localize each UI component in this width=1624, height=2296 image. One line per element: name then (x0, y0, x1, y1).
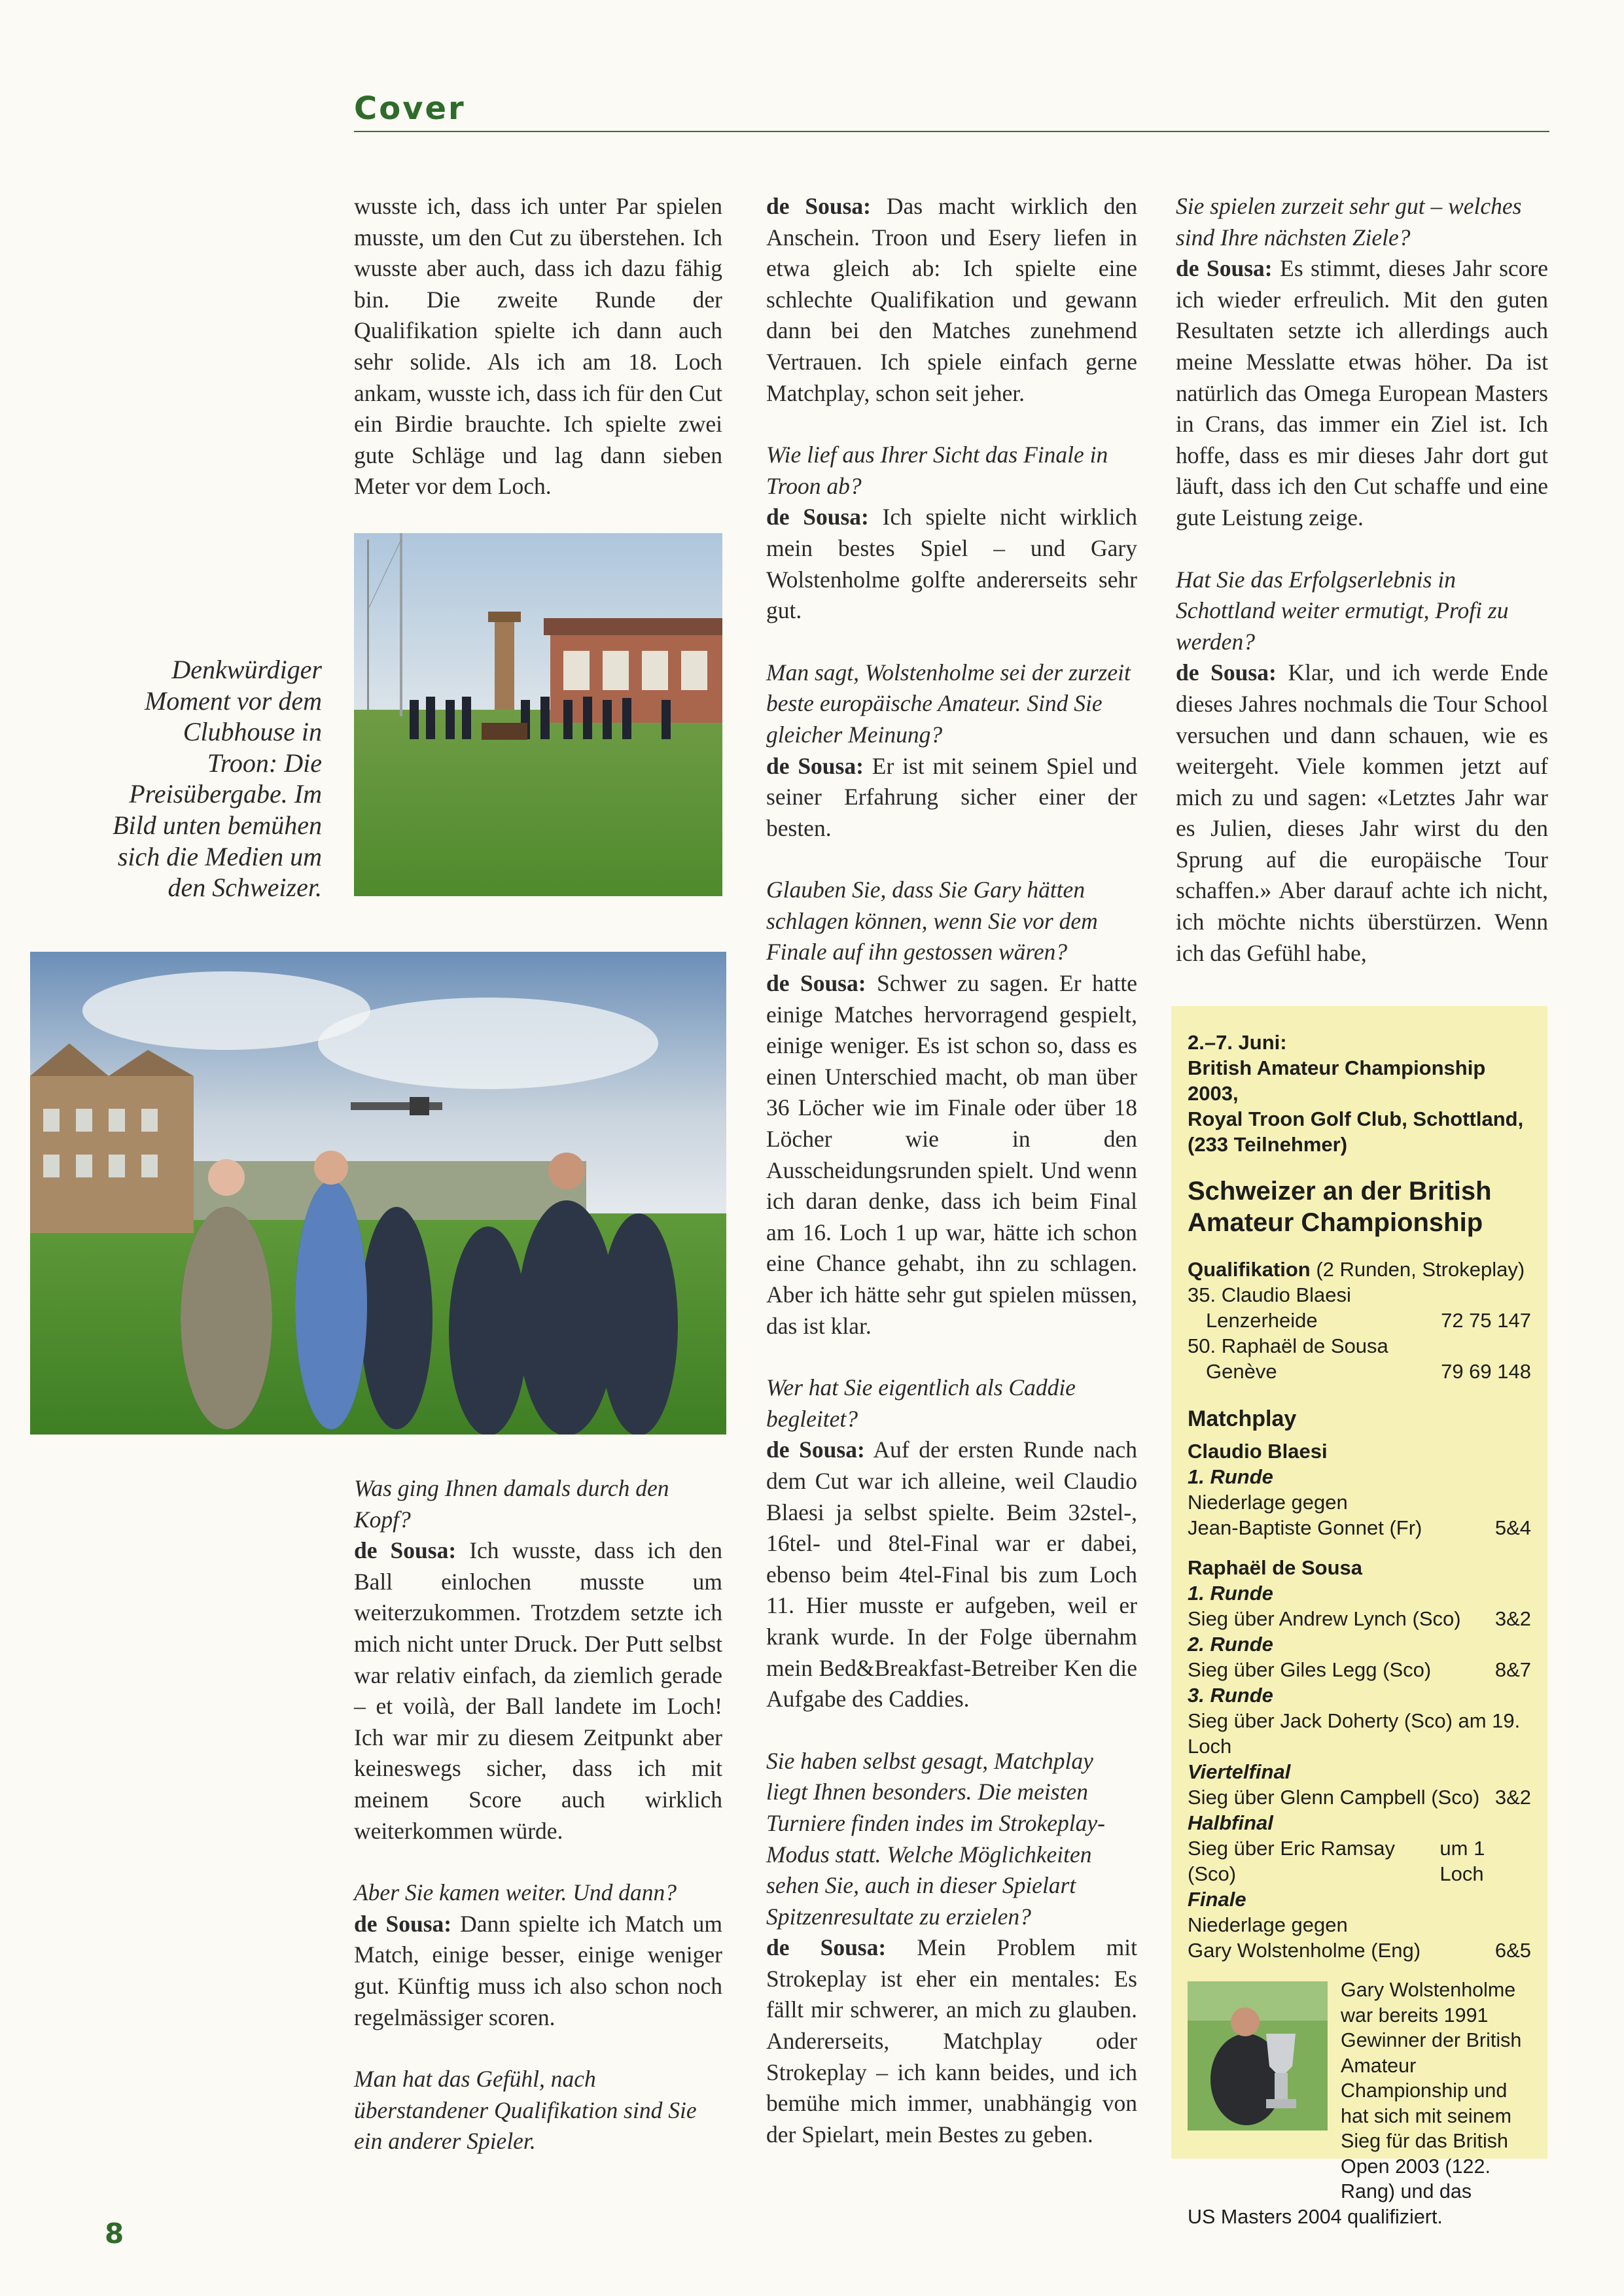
question: Wie lief aus Ihrer Sicht das Finale in Troon ab? (766, 442, 1108, 499)
answer: de Sousa: Auf der ersten Runde nach dem Cut war ich alleine, weil Claudio Blaesi ja selbst spielte. Beim 32stel-, 16tel- und 8tel-Final war er dabei, ebenso beim 4tel-Final bis zum Loch 11. Hier musste er aufgeben, weil er krank wurde. In der Folge übernahm mein Bed&Breakfast-Betreiber Ken die Aufgabe des Caddies. (766, 1436, 1137, 1713)
speaker-label: de Sousa: (766, 193, 871, 219)
answer: de Sousa: Schwer zu sagen. Er hatte einige Matches hervorragend gespielt, einige weniger. Es ist schon so, dass es einen Unterschied macht, ob man über 36 Löcher wie im Finale oder über 18 Löcher wie in den Ausscheidungsrunden spielt. Und wenn ich daran denke, dass ich beim Final am 16. Loch 1 up war, hätte ich schon eine Chance gehabt, ihn zu schlagen. Aber ich hätte sehr gut spielen müssen, das ist klar. (766, 970, 1138, 1339)
question: Aber Sie kamen weiter. Und dann? (354, 1879, 677, 1906)
page-number: 8 (105, 2218, 124, 2250)
result-line: Jean-Baptiste Gonnet (Fr) 5&4 (1188, 1516, 1531, 1539)
photo-prize-giving (354, 533, 722, 896)
answer: de Sousa: Dann spielte ich Match um Match, einige besser, einige weniger gut. Künftig muss ich also schon noch regelmässiger scoren. (354, 1910, 722, 2030)
question: Hat Sie das Erfolgserlebnis in Schottland weiter ermutigt, Profi zu werden? (1176, 566, 1509, 655)
result-line: Gary Wolstenholme (Eng) 6&5 (1188, 1939, 1531, 1962)
result-line: Sieg über Glenn Campbell (Sco) 3&2 (1188, 1786, 1531, 1809)
round-label: Viertelfinal (1188, 1760, 1291, 1783)
answer: de Sousa: Er ist mit seinem Spiel und seiner Erfahrung sicher einer der besten. (766, 752, 1138, 841)
player-name: Claudio Blaesi (1188, 1440, 1328, 1463)
answer: de Sousa: Ich spielte nicht wirklich mein bestes Spiel – und Gary Wolstenholme golfte andererseits sehr gut. (766, 504, 1137, 624)
round-label: Finale (1188, 1888, 1246, 1911)
speaker-label: de Sousa: (766, 504, 869, 531)
event-venue: Royal Troon Golf Club, Schottland, (1188, 1107, 1524, 1130)
answer: de Sousa: Es stimmt, dieses Jahr score ich wieder erfreulich. Mit den guten Resultaten setzte ich allerdings auch meine Messlatte etwas höher. Da ist natürlich das Omega European Masters in Crans, das immer ein Ziel ist. Ich hoffe, dass es mir dieses Jahr dort gut läuft, dass ich den Cut schaffe und eine gute Leistung zeige. (1176, 255, 1548, 531)
question: Sie haben selbst gesagt, Matchplay liegt Ihnen besonders. Die meisten Turniere finden indes im Strokeplay-Modus statt. Welche Möglichkeiten sehen Sie, auch in dieser Spielart Spitzenresultate zu erzielen? (766, 1747, 1105, 1930)
qualifier-row: 50. Raphaël de Sousa (1188, 1334, 1388, 1357)
winner-text: Gary Wolstenholme war bereits 1991 Gewinner der British Amateur Championship und hat sich mit seinem Sieg für das British Open 2003 (122. Rang) und das (1341, 1979, 1522, 2202)
sidebar-title: Schweizer an der British Amateur Championship (1188, 1177, 1492, 1237)
result-line: Sieg über Giles Legg (Sco) 8&7 (1188, 1658, 1531, 1681)
question: Man sagt, Wolstenholme sei der zurzeit beste europäische Amateur. Sind Sie gleicher Meinung? (766, 659, 1131, 748)
column-2-interview (766, 191, 1137, 2150)
answer: de Sousa: Das macht wirklich den Anschein. Troon und Esery liefen in etwa gleich ab: Ich spielte eine schlechte Qualifikation und gewann dann bei den Matches zunehmend Vertrauen. Ich spiele einfach gerne Matchplay, schon seit jeher. (766, 193, 1137, 406)
answer: de Sousa: Klar, und ich werde Ende dieses Jahres nochmals die Tour School versuchen und dann schauen, wie es weitergeht. Viele kommen jetzt auf mich zu und sagen: «Letztes Jahr war es Julien, dieses Jahr wirst du den Sprung auf die europäische Tour schaffen.» Aber darauf achte ich nicht, ich möchte nichts überstürzen. Wenn ich das Gefühl habe, (1176, 659, 1548, 966)
speaker-label: de Sousa: (766, 1436, 865, 1463)
winner-note (1188, 1981, 1531, 2204)
photo-media (30, 952, 726, 1435)
header-rule (354, 131, 1549, 132)
qualifier-row: Genève 79 69 148 (1206, 1360, 1531, 1383)
speaker-label: de Sousa: (766, 1934, 887, 1961)
event-date: 2.–7. Juni: (1188, 1031, 1287, 1054)
question: Glauben Sie, dass Sie Gary hätten schlagen können, wenn Sie vor dem Finale auf ihn gestossen wären? (766, 877, 1098, 965)
matchplay-heading: Matchplay (1188, 1406, 1297, 1431)
column-1-top (354, 191, 722, 502)
answer: de Sousa: Mein Problem mit Strokeplay ist eher ein mentales: Es fällt mir schwerer, an mich zu glauben. Andererseits, Matchplay oder Strokeplay – ich kann beides, und ich bemühe mich immer, unabhängig von der Spielart, mein Bestes zu geben. (766, 1934, 1137, 2148)
column-1-interview (354, 1473, 722, 2157)
speaker-label: de Sousa: (1176, 659, 1277, 686)
qualification-heading: Qualifikation (2 Runden, Strokeplay) (1188, 1258, 1525, 1281)
qualifier-row: 35. Claudio Blaesi (1188, 1283, 1351, 1306)
speaker-label: de Sousa: (766, 970, 866, 997)
round-label: 3. Runde (1188, 1684, 1273, 1707)
answer: de Sousa: Ich wusste, dass ich den Ball einlochen musste um weiterzukommen. Trotzdem setzte ich mich nicht unter Druck. Der Putt selbst war relativ einfach, da ziemlich gerade – et voilà, der Ball landete im Loch! Ich war mir zu diesem Zeitpunkt aber keineswegs sicher, dass ich mit meinem Score auch wirklich weiterkommen würde. (354, 1537, 722, 1844)
result-line: Niederlage gegen (1188, 1491, 1348, 1514)
question: Man hat das Gefühl, nach überstandener Qualifikation sind Sie ein anderer Spieler. (354, 2066, 697, 2155)
results-sidebar (1171, 1006, 1547, 2228)
paragraph: wusste ich, dass ich unter Par spielen musste, um den Cut zu überstehen. Ich wusste aber auch, dass ich dazu fähig bin. Die zweite Runde der Qualifikation spielte ich dann auch sehr solide. Als ich am 18. Loch ankam, wusste ich, dass ich für den Cut ein Birdie brauchte. Ich spielte zwei gute Schläge und lag dann sieben Meter vor dem Loch. (354, 193, 722, 500)
media-photo (30, 952, 726, 1435)
result-line: Niederlage gegen (1188, 1913, 1348, 1936)
qualifier-row: Lenzerheide 72 75 147 (1206, 1309, 1531, 1332)
prize-giving-photo (354, 533, 722, 896)
round-label: Halbfinal (1188, 1811, 1273, 1834)
photo-caption: Denkwürdiger Moment vor dem Clubhouse in Troon: Die Preisübergabe. Im Bild unten bemühen sich die Medien um den Schweizer. (113, 655, 322, 903)
speaker-label: de Sousa: (766, 752, 864, 779)
player-name: Raphaël de Sousa (1188, 1556, 1363, 1579)
round-label: 2. Runde (1188, 1633, 1273, 1656)
result-line: Sieg über Jack Doherty (Sco) am 19. Loch (1188, 1709, 1521, 1758)
result-line: Sieg über Eric Ramsay (Sco) um 1 Loch (1188, 1837, 1485, 1885)
question: Was ging Ihnen damals durch den Kopf? (354, 1475, 669, 1533)
question: Sie spielen zurzeit sehr gut – welches sind Ihre nächsten Ziele? (1176, 193, 1522, 251)
question: Wer hat Sie eigentlich als Caddie begleitet? (766, 1374, 1076, 1432)
speaker-label: de Sousa: (354, 1910, 452, 1937)
speaker-label: de Sousa: (354, 1537, 457, 1564)
section-title: Cover (354, 90, 466, 127)
round-label: 1. Runde (1188, 1582, 1273, 1605)
winner-trophy-photo (1188, 1981, 1328, 2131)
event-name: British Amateur Championship 2003, (1188, 1056, 1486, 1105)
winner-text-last: US Masters 2004 qualifiziert. (1188, 2205, 1443, 2228)
round-label: 1. Runde (1188, 1465, 1273, 1488)
speaker-label: de Sousa: (1176, 255, 1273, 282)
result-line: Sieg über Andrew Lynch (Sco) 3&2 (1188, 1607, 1531, 1630)
event-participants: (233 Teilnehmer) (1188, 1133, 1348, 1156)
column-3-interview (1176, 191, 1548, 969)
winner-photo (1188, 1981, 1328, 2131)
